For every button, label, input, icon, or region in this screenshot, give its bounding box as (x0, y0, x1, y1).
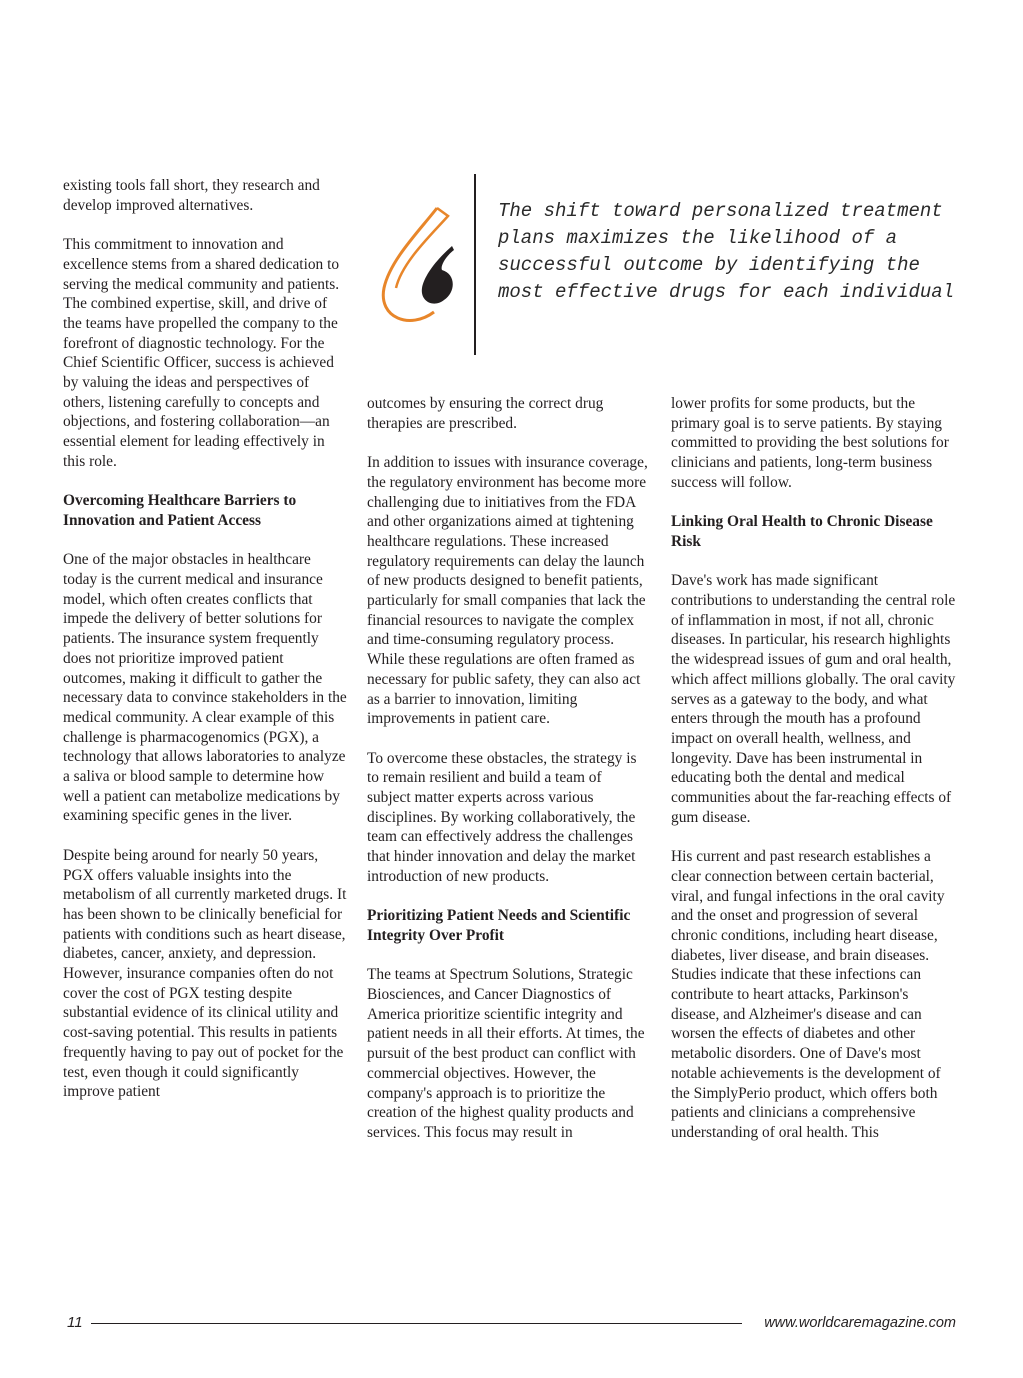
paragraph: Despite being around for nearly 50 years, PGX offers valuable insights into the metabolism of all currently marketed drugs. It has been shown to be clinically beneficial for patients with conditions such as heart disease, diabetes, cancer, anxiety, and depression. However, insurance companies often do not cover the cost of PGX testing despite substantial evidence of its clinical utility and cost-saving potential. This results in patients frequently having to pay out of pocket for the test, even though it could significantly improve patient (63, 846, 347, 1101)
paragraph: In addition to issues with insurance coverage, the regulatory environment has become more challenging due to initiatives from the FDA and other organizations aimed at tightening healthcare regulations. These increased regulatory requirements can delay the launch of new products designed to benefit patients, particularly for small companies that lack the financial resources to navigate the complex and time-consuming regulatory process. While these regulations are often framed as necessary for public safety, they can also act as a barrier to innovation, limiting improvements in patient care. (367, 454, 648, 728)
page-number: 11 (67, 1314, 83, 1331)
paragraph: This commitment to innovation and excellence stems from a shared dedication to serving the medical community and patients. The combined expertise, skill, and drive of the teams have propelled the company to the forefront of diagnostic technology. For the Chief Scientific Officer, success is achieved by valuing the ideas and perspectives of others, listening carefully to concepts and objections, and fostering collaboration—an essential element for leading effectively in this role. (63, 236, 340, 470)
paragraph: Dave's work has made significant contributions to understanding the central role of inflammation in most, if not all, chronic diseases. In particular, his research highlights the widespread issues of gum and oral health, which affect millions globally. The oral cavity serves as a gateway to the body, and what enters through the mouth has a profound impact on overall health, wellness, and longevity. Dave has been instrumental in educating both the dental and medical communities about the far-reaching effects of gum disease. (671, 572, 956, 826)
paragraph: To overcome these obstacles, the strategy is to remain resilient and build a team of subject matter experts across various disciplines. By working collaboratively, the team can effectively address the challenges that hinder innovation and delay the market introduction of new products. (367, 749, 637, 885)
article-column-1 (63, 176, 348, 1122)
article-column-2 (367, 394, 649, 1162)
footer-divider (91, 1323, 742, 1324)
pull-quote-text: The shift toward personalized treatment plans maximizes the likelihood of a successful outcome by identifying the most effective drugs for each individual (498, 200, 955, 303)
section-heading: Overcoming Healthcare Barriers to Innovation and Patient Access (63, 492, 297, 529)
paragraph: One of the major obstacles in healthcare today is the current medical and insurance model, which often creates conflicts that impede the delivery of better solutions for patients. The insurance system frequently does not prioritize improved patient outcomes, making it difficult to gather the necessary data to convince stakeholders in the medical community. A clear example of this challenge is pharmacogenomics (PGX), a technology that allows laboratories to analyze a saliva or blood sample to determine how well a patient can metabolize medications by examining specific genes in the liver. (63, 551, 347, 825)
section-heading: Prioritizing Patient Needs and Scientific Integrity Over Profit (367, 907, 631, 944)
page-footer (63, 1312, 956, 1336)
website-link[interactable]: www.worldcaremagazine.com (764, 1315, 956, 1331)
paragraph: His current and past research establishes a clear connection between certain bacterial, viral, and fungal infections in the oral cavity and the onset and progression of several chronic conditions, including heart disease, diabetes, liver disease, and brain diseases. Studies indicate that these infections can contribute to heart attacks, Parkinson's disease, and Alzheimer's disease and can worsen the effects of diabetes and other metabolic disorders. One of Dave's most notable achievements is the development of the SimplyPerio product, which offers both patients and clinicians a comprehensive understanding of oral health. This (671, 848, 945, 1141)
paragraph: existing tools fall short, they research and develop improved alternatives. (63, 177, 320, 214)
quote-divider (474, 174, 476, 355)
article-column-3 (671, 394, 956, 1162)
section-heading: Linking Oral Health to Chronic Disease Risk (671, 513, 933, 550)
pull-quote (370, 170, 970, 360)
paragraph: lower profits for some products, but the primary goal is to serve patients. By staying committed to providing the best solutions for clinicians and patients, long-term business success will follow. (671, 395, 949, 491)
paragraph: The teams at Spectrum Solutions, Strategic Biosciences, and Cancer Diagnostics of America prioritize scientific integrity and patient needs in all their efforts. At times, the pursuit of the best product can conflict with commercial objectives. However, the company's approach is to prioritize the creation of the highest quality products and services. This focus may result in (367, 966, 645, 1141)
quote-mark-icon (370, 170, 470, 340)
paragraph: outcomes by ensuring the correct drug therapies are prescribed. (367, 395, 604, 432)
